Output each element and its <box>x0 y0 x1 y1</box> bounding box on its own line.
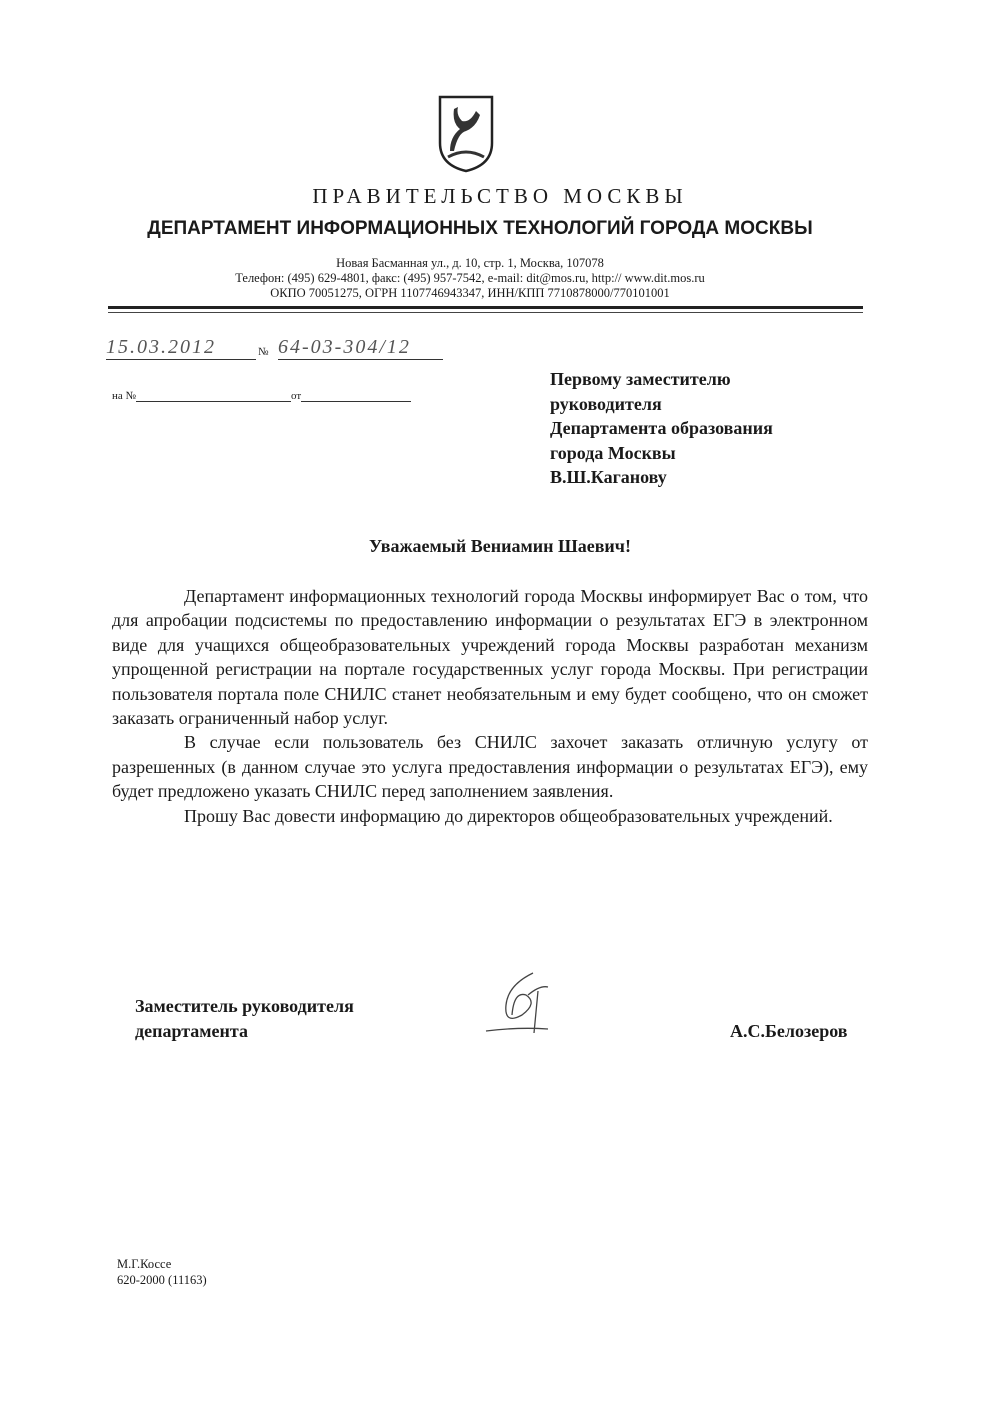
ref-number-label: на № <box>112 390 137 402</box>
addressee-line: города Москвы <box>550 442 676 463</box>
reference-line <box>112 390 411 402</box>
department-title: ДЕПАРТАМЕНТ ИНФОРМАЦИОННЫХ ТЕХНОЛОГИЙ ГОРОДА МОСКВЫ <box>147 218 813 239</box>
executor-info <box>117 1256 207 1288</box>
signatory-name: А.С.Белозеров <box>730 1021 848 1041</box>
addressee-line: Первому заместителю <box>550 369 731 389</box>
position-line: Заместитель руководителя <box>135 996 354 1016</box>
contacts: Телефон: (495) 629-4801, факс: (495) 957-7542, e-mail: dit@mos.ru, http:// www.dit.mos.ru <box>235 271 705 285</box>
paragraph: Прошу Вас довести информацию до директоров общеобразовательных учреждений. <box>184 805 833 826</box>
letterhead-contacts <box>0 256 940 301</box>
moscow-coat-of-arms-emblem <box>436 93 496 173</box>
letter-body <box>112 584 868 828</box>
ref-from-label: от <box>291 390 302 402</box>
greeting: Уважаемый Вениамин Шаевич! <box>369 536 631 556</box>
position-line: департамента <box>135 1021 248 1041</box>
addressee-block <box>550 367 773 490</box>
signatory-position <box>135 994 354 1044</box>
number-label: № <box>258 346 269 358</box>
address: Новая Басманная ул., д. 10, стр. 1, Москва, 107078 <box>336 256 604 270</box>
outgoing-date: 15.03.2012 <box>106 336 256 360</box>
letterhead-divider-thin <box>108 312 863 313</box>
letterhead-divider <box>108 306 863 309</box>
registration-codes: ОКПО 70051275, ОГРН 1107746943347, ИНН/КПП 7710878000/770101001 <box>270 286 670 300</box>
executor-name: М.Г.Коссе <box>117 1257 172 1271</box>
outgoing-number: 64-03-304/12 <box>278 336 443 360</box>
addressee-line: В.Ш.Каганову <box>550 467 667 487</box>
handwritten-signature <box>478 965 568 1045</box>
paragraph: Департамент информационных технологий города Москвы информирует Вас о том, что для апробации подсистемы по предоставлению информации о результатах ЕГЭ в электронном виде для учащихся общеобразовательных учреждений города Москвы разработан механизм упрощенной регистрации на портале государственных услуг города Москвы. При регистрации пользователя портала поле СНИЛС станет необязательным и ему будет сообщено, что он сможет заказать ограниченный набор услуг. <box>112 586 868 729</box>
addressee-line: Департамента образования <box>550 418 773 438</box>
paragraph: В случае если пользователь без СНИЛС захочет заказать отличную услугу от разрешенных (в данном случае это услуга предоставления информации о результатах ЕГЭ), ему будет предложено указать СНИЛС перед заполнением заявления. <box>112 732 868 802</box>
government-title: ПРАВИТЕЛЬСТВО МОСКВЫ <box>312 184 688 208</box>
ref-date-blank <box>301 391 411 402</box>
addressee-line: руководителя <box>550 393 662 414</box>
executor-phone: 620-2000 (11163) <box>117 1273 207 1287</box>
ref-number-blank <box>136 391 291 402</box>
